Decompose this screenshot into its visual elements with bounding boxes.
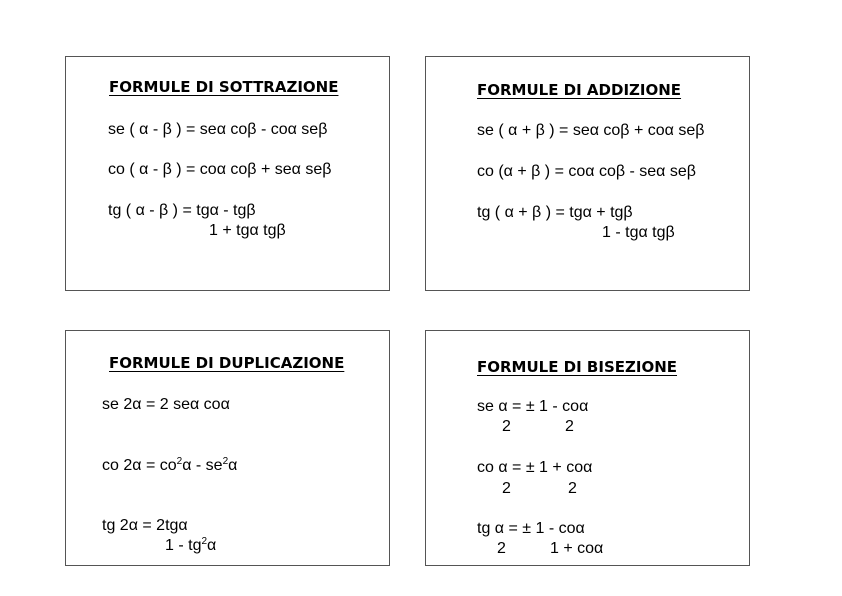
exponent: 2: [176, 456, 183, 467]
card-bisezione: [425, 330, 750, 566]
formula-sin-half-numerator: se α = ± 1 - coα: [477, 398, 589, 415]
formula-part: α - se: [182, 457, 223, 474]
formula-tg-half-numerator: tg α = ± 1 - coα: [477, 520, 585, 537]
formula-cos-half-den-right: 2: [568, 480, 577, 497]
formula-cos-sum: co (α + β ) = coα coβ - seα seβ: [477, 163, 696, 180]
formula-sin-half-den-left: 2: [502, 418, 511, 435]
card-sottrazione: [65, 56, 390, 291]
formula-cos-double: [102, 457, 237, 475]
exponent: 2: [201, 536, 208, 547]
formula-tg-half-den-right: 1 + coα: [550, 540, 604, 557]
formula-cos-difference: co ( α - β ) = coα coβ + seα seβ: [108, 161, 332, 178]
card-duplicazione: [65, 330, 390, 566]
formula-cos-half-den-left: 2: [502, 480, 511, 497]
formula-sin-double: se 2α = 2 seα coα: [102, 396, 230, 413]
formula-tg-half-den-left: 2: [497, 540, 506, 557]
formula-part: 1 - tg: [165, 537, 202, 554]
card-addizione: [425, 56, 750, 291]
formula-tg-sum-numerator: tg ( α + β ) = tgα + tgβ: [477, 204, 633, 221]
card-title: FORMULE DI SOTTRAZIONE: [109, 78, 339, 96]
card-title: FORMULE DI DUPLICAZIONE: [109, 354, 345, 372]
formula-sin-difference: se ( α - β ) = seα coβ - coα seβ: [108, 121, 328, 138]
formula-tg-sum-denominator: 1 - tgα tgβ: [602, 224, 675, 241]
formula-part: co 2α = co: [102, 457, 177, 474]
card-title: FORMULE DI ADDIZIONE: [477, 81, 682, 99]
formula-tg-double-denominator: [165, 537, 216, 555]
card-title: FORMULE DI BISEZIONE: [477, 358, 678, 376]
formula-part: α: [228, 457, 238, 474]
formula-tg-difference-numerator: tg ( α - β ) = tgα - tgβ: [108, 202, 256, 219]
formula-part: α: [207, 537, 217, 554]
exponent: 2: [222, 456, 229, 467]
formula-tg-difference-denominator: 1 + tgα tgβ: [209, 222, 286, 239]
formula-sin-half-den-right: 2: [565, 418, 574, 435]
formula-tg-double-numerator: tg 2α = 2tgα: [102, 517, 188, 534]
formula-sin-sum: se ( α + β ) = seα coβ + coα seβ: [477, 122, 705, 139]
formula-cos-half-numerator: co α = ± 1 + coα: [477, 459, 593, 476]
